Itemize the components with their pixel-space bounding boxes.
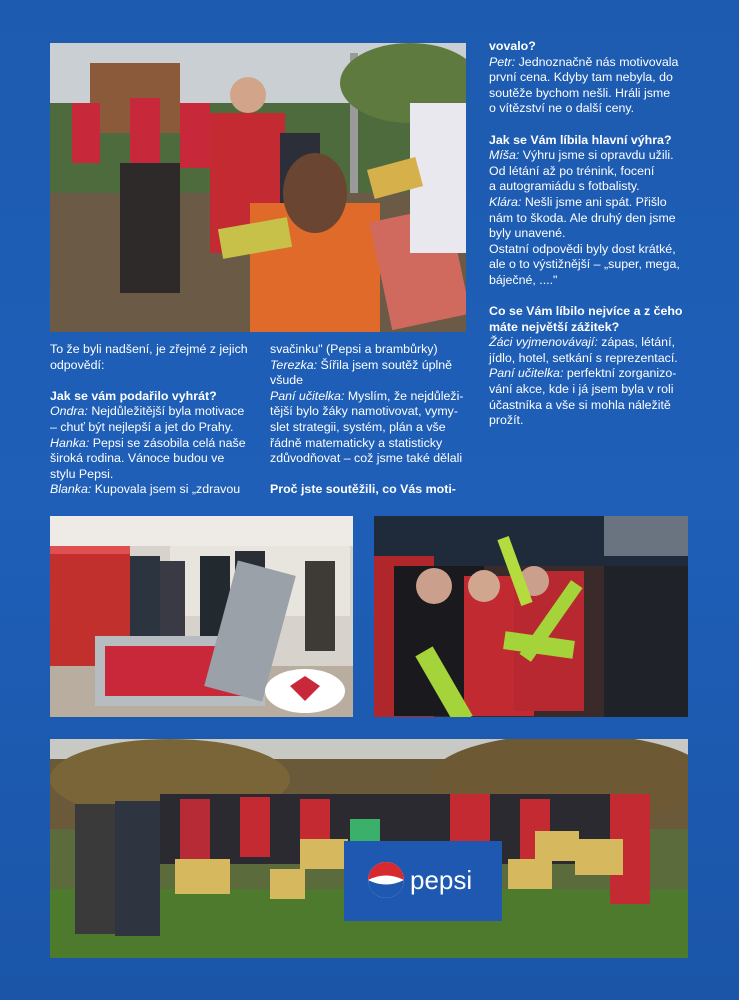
photo-autograph-session — [50, 43, 466, 332]
answer-line: Šířila jsem soutěž úplně — [317, 357, 453, 372]
answer-text — [489, 335, 704, 351]
speaker-name: Blanka: — [50, 482, 92, 497]
answer-line: první cena. Kdyby tam nebyla, do — [489, 70, 673, 85]
intro-text: odpovědí: — [50, 357, 105, 372]
answer-line: Nešli jsme ani spát. Přišlo — [521, 194, 667, 209]
answer-line: řádně matematicky a statisticky — [270, 435, 443, 450]
answer-line: Od létání až po trénink, focení — [489, 163, 655, 178]
text-column-3 — [489, 39, 704, 429]
answer-line: Výhru jsme si opravdu užili. — [519, 148, 674, 163]
answer-line: prožít. — [489, 413, 524, 428]
answer-text — [270, 358, 470, 374]
answer-line: slet strategii, systém, plán a vše — [270, 419, 446, 434]
question-heading: Co se Vám líbilo nejvíce a z čeho — [489, 304, 683, 319]
speaker-name: Paní učitelka: — [270, 388, 345, 403]
answer-line: všude — [270, 373, 304, 388]
answer-line: nám to škoda. Ale druhý den jsme — [489, 210, 676, 225]
question-heading: vovalo? — [489, 39, 536, 53]
speaker-name: Klára: — [489, 194, 522, 209]
answer-line: Pepsi se zásobila celá naše — [89, 435, 246, 450]
answer-text — [50, 436, 260, 452]
answer-line: zápas, létání, — [597, 335, 675, 350]
answer-line: o vítězství ne o další ceny. — [489, 101, 635, 116]
answer-text — [489, 148, 704, 164]
speaker-name: Míša: — [489, 148, 520, 163]
answer-line: soutěže bychom nešli. Hráli jsme — [489, 85, 671, 100]
intro-text: To že byli nadšení, je zřejmé z jejich — [50, 342, 248, 356]
photo-group-pepsi — [50, 739, 688, 958]
answer-line: báječné, ...." — [489, 272, 558, 287]
pepsi-banner-text: pepsi — [410, 865, 473, 895]
speaker-name: Terezka: — [270, 357, 318, 372]
answer-line: byly unavené. — [489, 226, 566, 241]
answer-line: Jednoznačně nás motivovala — [515, 54, 679, 69]
answer-line: účastníka a vše si mohla náležitě — [489, 397, 671, 412]
answer-text — [489, 195, 704, 211]
answer-line: – chuť být nejlepší a jet do Prahy. — [50, 419, 234, 434]
question-heading: máte největší zážitek? — [489, 319, 620, 334]
answer-text — [270, 389, 470, 405]
answer-line: jídlo, hotel, setkání s reprezentací. — [489, 350, 678, 365]
text-column-2 — [270, 342, 470, 498]
speaker-name: Hanka: — [50, 435, 90, 450]
answer-line: perfektní zorganizo- — [563, 366, 677, 381]
answer-line: a autogramiádu s fotbalisty. — [489, 179, 640, 194]
answer-line: zdůvodňovat – což jsme také dělali — [270, 451, 463, 466]
answer-line: Myslím, že nejdůleži- — [344, 388, 464, 403]
answer-line: Kupovala jsem si „zdravou — [91, 482, 241, 497]
speaker-name: Paní učitelka: — [489, 366, 564, 381]
answer-text — [50, 482, 260, 498]
text-column-1 — [50, 342, 260, 498]
answer-line: vání akce, kde i já jsem byla v roli — [489, 382, 674, 397]
question-heading: Jak se vám podařilo vyhrát? — [50, 388, 217, 403]
speaker-name: Petr: — [489, 54, 516, 69]
answer-line: tější bylo žáky namotivovat, vymy- — [270, 404, 458, 419]
answer-line: Ostatní odpovědi byly dost krátké, — [489, 241, 676, 256]
answer-text — [489, 55, 704, 71]
answer-line: Nejdůležitější byla motivace — [87, 404, 245, 419]
answer-text — [50, 404, 260, 420]
answer-line: ale o to výstižnější – „super, mega, — [489, 257, 680, 272]
speaker-name: Žáci vyjmenovávají: — [489, 335, 598, 350]
question-heading: Proč jste soutěžili, co Vás moti- — [270, 482, 456, 497]
speaker-name: Ondra: — [50, 404, 88, 419]
photo-stadium-fans — [374, 516, 688, 717]
answer-line: široká rodina. Vánoce budou ve — [50, 451, 225, 466]
photo-locker-room — [50, 516, 353, 717]
answer-line: stylu Pepsi. — [50, 466, 114, 481]
answer-text — [489, 366, 704, 382]
question-heading: Jak se Vám líbila hlavní výhra? — [489, 132, 672, 147]
answer-line: svačinku" (Pepsi a brambůrky) — [270, 342, 438, 356]
